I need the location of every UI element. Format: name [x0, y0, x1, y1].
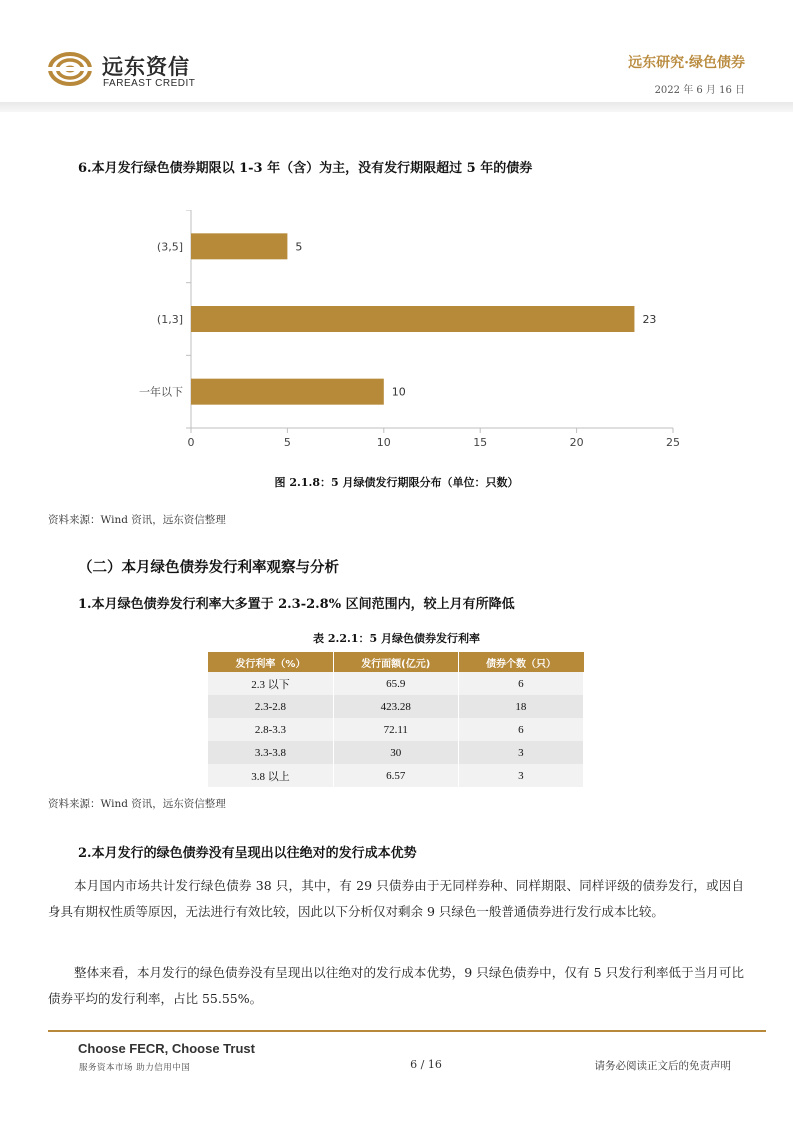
logo-text-en: FAREAST CREDIT — [103, 78, 196, 89]
table-source: 资料来源：Wind 资讯，远东资信整理 — [48, 798, 226, 810]
table-header: 发行面额(亿元) — [333, 652, 458, 672]
table-cell: 72.11 — [333, 718, 458, 741]
figure-source: 资料来源：Wind 资讯，远东资信整理 — [48, 514, 226, 526]
maturity-bar-chart — [110, 210, 710, 460]
fareast-logo-icon — [48, 52, 92, 86]
table-cell: 6 — [458, 672, 583, 695]
table-header: 债券个数（只） — [458, 652, 583, 672]
table-cell: 2.8-3.3 — [208, 718, 333, 741]
table-row — [208, 718, 584, 741]
table-cell: 6.57 — [333, 764, 458, 787]
footer-slogan: Choose FECR, Choose Trust — [78, 1041, 255, 1056]
chart-bar — [191, 379, 384, 405]
table-row — [208, 764, 584, 787]
table-cell: 3.3-3.8 — [208, 741, 333, 764]
table-row — [208, 741, 584, 764]
table-cell: 2.3-2.8 — [208, 695, 333, 718]
table-caption: 表 2.2.1：5 月绿色债券发行利率 — [313, 632, 480, 645]
report-date: 2022 年 6 月 16 日 — [654, 85, 745, 96]
footer-slogan-cn: 服务资本市场 助力信用中国 — [79, 1063, 191, 1073]
page-number: 6 / 16 — [410, 1058, 442, 1071]
interest-rate-table — [208, 652, 584, 787]
logo-text-cn: 远东资信 — [102, 55, 190, 79]
table-cell: 30 — [333, 741, 458, 764]
chart-x-tick-label: 15 — [473, 436, 488, 449]
chart-category-label: 一年以下 — [139, 385, 183, 399]
chart-category-label: (1,3] — [156, 313, 183, 326]
chart-x-tick-label: 0 — [187, 436, 195, 449]
table-cell: 6 — [458, 718, 583, 741]
table-cell: 3.8 以上 — [208, 764, 333, 787]
table-cell: 423.28 — [333, 695, 458, 718]
chart-x-tick-label: 20 — [569, 436, 584, 449]
chart-bar — [191, 306, 634, 332]
chart-x-tick-label: 10 — [376, 436, 391, 449]
table-header-row — [208, 652, 584, 672]
chart-data-label: 5 — [295, 240, 303, 254]
section-2-heading: （二）本月绿色债券发行利率观察与分析 — [78, 559, 339, 576]
disclaimer-notice: 请务必阅读正文后的免责声明 — [594, 1060, 731, 1072]
chart-bar — [191, 233, 287, 259]
chart-category-label: (3,5] — [156, 240, 183, 254]
table-row — [208, 672, 584, 695]
table-cell: 3 — [458, 741, 583, 764]
figure-caption: 图 2.1.8：5 月绿债发行期限分布（单位：只数） — [274, 476, 519, 489]
header-divider — [0, 102, 793, 112]
report-series-title: 远东研究·绿色债券 — [628, 55, 745, 71]
footer-divider — [48, 1030, 766, 1032]
table-header: 发行利率（%） — [208, 652, 333, 672]
chart-x-tick-label: 25 — [666, 436, 680, 449]
table-cell: 18 — [458, 695, 583, 718]
chart-x-tick-label: 5 — [283, 436, 291, 449]
chart-data-label: 10 — [391, 385, 406, 399]
paragraph-1: 本月国内市场共计发行绿色债券 38 只，其中，有 29 只债券由于无同样券种、同样期限、同样评级的债券发行，或因自身具有期权性质等原因，无法进行有效比较，因此以下分析仅对剩余 9 只绿色一般普通债券进行发行成本比较。 — [48, 878, 744, 919]
table-row — [208, 695, 584, 718]
paragraph-2: 整体来看，本月发行的绿色债券没有呈现出以往绝对的发行成本优势，9 只绿色债券中，仅有 5 只发行利率低于当月可比债券平均的发行利率，占比 55.55%。 — [48, 965, 744, 1006]
chart-data-label: 23 — [642, 313, 657, 326]
section-6-heading: 6.本月发行绿色债券期限以 1-3 年（含）为主，没有发行期限超过 5 年的债券 — [78, 161, 533, 176]
table-cell: 3 — [458, 764, 583, 787]
table-cell: 65.9 — [333, 672, 458, 695]
table-cell: 2.3 以下 — [208, 672, 333, 695]
subsection-2-heading: 2.本月发行的绿色债券没有呈现出以往绝对的发行成本优势 — [78, 846, 417, 861]
subsection-1-heading: 1.本月绿色债券发行利率大多置于 2.3-2.8% 区间范围内，较上月有所降低 — [78, 597, 515, 612]
